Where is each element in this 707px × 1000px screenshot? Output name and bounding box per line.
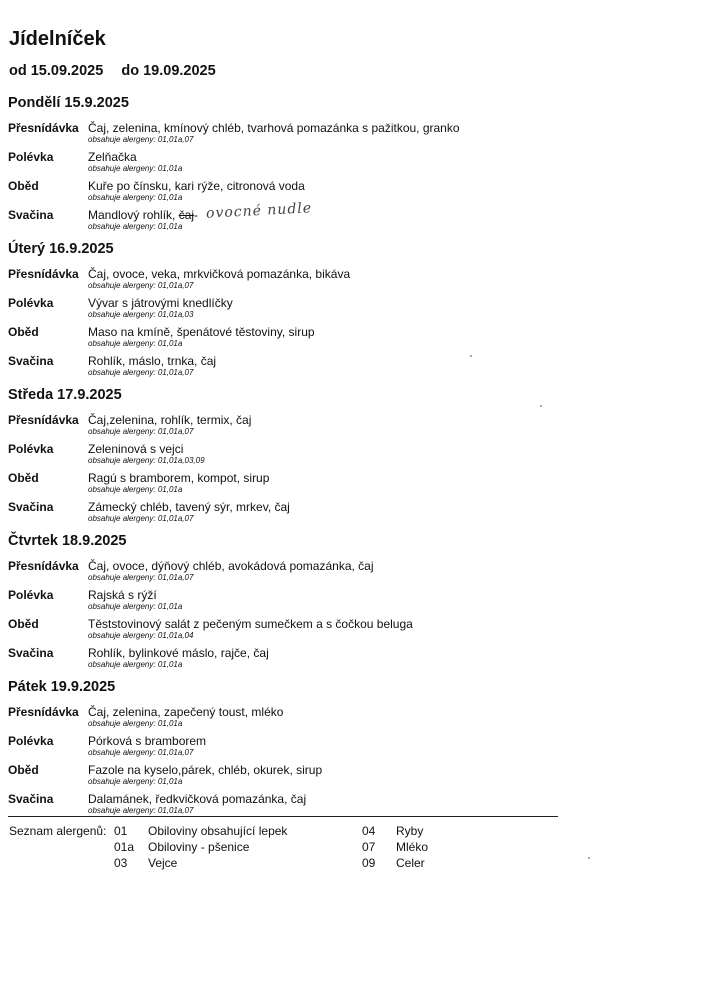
meal-description: Pórková s bramborem	[88, 734, 207, 748]
meal-description: Fazole na kyselo,párek, chléb, okurek, sirup	[88, 763, 323, 777]
day-section	[8, 533, 608, 675]
scan-speck	[588, 857, 590, 859]
meal-row	[8, 267, 608, 296]
day-section	[8, 679, 608, 821]
meal-row	[8, 413, 608, 442]
meal-label: Svačina	[8, 208, 54, 222]
meal-label: Oběd	[8, 325, 39, 339]
meal-allergens: obsahuje alergeny: 01,01a,03	[88, 310, 194, 319]
allergen-code: 04	[362, 824, 376, 838]
allergen-name: Mléko	[396, 840, 429, 854]
meal-description: Rohlík, máslo, trnka, čaj	[88, 354, 217, 368]
meal-row	[8, 325, 608, 354]
meal-label: Oběd	[8, 179, 39, 193]
meal-text	[88, 354, 216, 368]
meal-text	[88, 325, 315, 339]
legend-item	[114, 856, 177, 870]
meal-suffix: -	[194, 208, 199, 222]
allergen-code: 03	[114, 856, 128, 870]
meal-allergens: obsahuje alergeny: 01,01a,07	[88, 427, 194, 436]
meal-allergens: obsahuje alergeny: 01,01a,07	[88, 573, 194, 582]
date-to: do 19.09.2025	[121, 63, 216, 79]
meal-row	[8, 734, 608, 763]
meal-row	[8, 442, 608, 471]
allergen-name: Celer	[396, 856, 425, 870]
meal-label: Svačina	[8, 792, 54, 806]
meal-row	[8, 588, 608, 617]
meal-allergens: obsahuje alergeny: 01,01a	[88, 222, 183, 231]
meal-label: Oběd	[8, 471, 39, 485]
meal-label: Svačina	[8, 354, 54, 368]
meal-row	[8, 296, 608, 325]
meal-row	[8, 150, 608, 179]
allergen-name: Vejce	[148, 856, 178, 870]
meal-text	[88, 559, 374, 573]
legend-item	[362, 824, 423, 838]
meal-allergens: obsahuje alergeny: 01,01a,07	[88, 281, 194, 290]
meal-text	[88, 617, 413, 631]
allergen-name: Obiloviny obsahující lepek	[148, 824, 288, 838]
meal-row	[8, 121, 608, 150]
meal-text	[88, 150, 137, 164]
meal-text	[88, 208, 198, 222]
allergen-code: 01a	[114, 840, 135, 854]
meal-allergens: obsahuje alergeny: 01,01a	[88, 777, 183, 786]
meal-label: Svačina	[8, 500, 54, 514]
meal-description: Rohlík, bylinkové máslo, rajče, čaj	[88, 646, 269, 660]
meal-text	[88, 471, 269, 485]
meal-allergens: obsahuje alergeny: 01,01a,07	[88, 135, 194, 144]
day-heading: Pondělí 15.9.2025	[8, 95, 129, 111]
meal-label: Přesnídávka	[8, 559, 79, 573]
meal-description: Dalamánek, ředkvičková pomazánka, čaj	[88, 792, 307, 806]
date-range	[9, 63, 216, 79]
meal-description: Těststovinový salát z pečeným sumečkem a s čočkou beluga	[88, 617, 413, 631]
meal-allergens: obsahuje alergeny: 01,01a,03,09	[88, 456, 205, 465]
meal-description: Vývar s játrovými knedlíčky	[88, 296, 233, 310]
meal-description: Čaj, zelenina, kmínový chléb, tvarhová pomazánka s pažitkou, granko	[88, 121, 460, 135]
meal-label: Svačina	[8, 646, 54, 660]
meal-label: Polévka	[8, 150, 54, 164]
legend-caption: Seznam alergenů:	[9, 824, 107, 838]
day-heading: Čtvrtek 18.9.2025	[8, 533, 127, 549]
day-heading: Úterý 16.9.2025	[8, 241, 114, 257]
meal-description: Zelňačka	[88, 150, 137, 164]
meal-description: Zámecký chléb, tavený sýr, mrkev, čaj	[88, 500, 290, 514]
meal-text	[88, 792, 306, 806]
meal-description: Ragú s bramborem, kompot, sirup	[88, 471, 270, 485]
meal-allergens: obsahuje alergeny: 01,01a,04	[88, 631, 194, 640]
meal-text	[88, 705, 283, 719]
allergen-code: 01	[114, 824, 128, 838]
meal-label: Polévka	[8, 588, 54, 602]
page-title: Jídelníček	[9, 28, 106, 50]
meal-allergens: obsahuje alergeny: 01,01a,07	[88, 368, 194, 377]
meal-label: Polévka	[8, 734, 54, 748]
meal-allergens: obsahuje alergeny: 01,01a	[88, 719, 183, 728]
meal-text	[88, 413, 251, 427]
handwritten-note: ovocné nudle	[205, 200, 313, 222]
meal-allergens: obsahuje alergeny: 01,01a,07	[88, 748, 194, 757]
meal-row	[8, 471, 608, 500]
meal-allergens: obsahuje alergeny: 01,01a,07	[88, 514, 194, 523]
day-section	[8, 387, 608, 529]
meal-row	[8, 354, 608, 383]
day-heading: Pátek 19.9.2025	[8, 679, 116, 695]
date-from: od 15.09.2025	[9, 63, 104, 79]
meal-description: Rajská s rýží	[88, 588, 157, 602]
meal-row	[8, 705, 608, 734]
meal-label: Polévka	[8, 296, 54, 310]
legend-item	[114, 824, 287, 838]
meal-label: Přesnídávka	[8, 705, 79, 719]
allergen-code: 07	[362, 840, 376, 854]
meal-row	[8, 500, 608, 529]
legend-item	[114, 840, 249, 854]
struck-item: čaj	[178, 208, 195, 222]
meal-allergens: obsahuje alergeny: 01,01a	[88, 485, 183, 494]
meal-description: Mandlový rohlík,	[88, 208, 179, 222]
meal-row	[8, 646, 608, 675]
scan-speck	[540, 405, 542, 407]
meal-description: Čaj, zelenina, zapečený toust, mléko	[88, 705, 284, 719]
meal-text	[88, 734, 206, 748]
meal-allergens: obsahuje alergeny: 01,01a	[88, 193, 183, 202]
meal-allergens: obsahuje alergeny: 01,01a	[88, 339, 183, 348]
meal-description: Zeleninová s vejci	[88, 442, 184, 456]
meal-label: Polévka	[8, 442, 54, 456]
legend-divider	[8, 816, 558, 817]
legend-item	[362, 840, 428, 854]
meal-description: Čaj,zelenina, rohlík, termix, čaj	[88, 413, 252, 427]
scan-speck	[470, 355, 472, 357]
meal-row	[8, 763, 608, 792]
meal-allergens: obsahuje alergeny: 01,01a,07	[88, 806, 194, 815]
meal-description: Maso na kmíně, špenátové těstoviny, sirup	[88, 325, 315, 339]
meal-text	[88, 763, 322, 777]
allergen-code: 09	[362, 856, 376, 870]
meal-text	[88, 121, 460, 135]
meal-label: Oběd	[8, 763, 39, 777]
meal-allergens: obsahuje alergeny: 01,01a	[88, 660, 183, 669]
meal-text	[88, 646, 269, 660]
allergen-name: Ryby	[396, 824, 424, 838]
meal-label: Oběd	[8, 617, 39, 631]
meal-row	[8, 617, 608, 646]
meal-text	[88, 588, 157, 602]
legend-item	[362, 856, 425, 870]
day-section	[8, 241, 608, 383]
meal-label: Přesnídávka	[8, 267, 79, 281]
meal-description: Čaj, ovoce, veka, mrkvičková pomazánka, bikáva	[88, 267, 351, 281]
meal-description: Kuře po čínsku, kari rýže, citronová voda	[88, 179, 305, 193]
meal-label: Přesnídávka	[8, 413, 79, 427]
meal-text	[88, 500, 290, 514]
meal-allergens: obsahuje alergeny: 01,01a	[88, 602, 183, 611]
meal-text	[88, 179, 305, 193]
day-heading: Středa 17.9.2025	[8, 387, 122, 403]
meal-text	[88, 267, 350, 281]
meal-label: Přesnídávka	[8, 121, 79, 135]
meal-allergens: obsahuje alergeny: 01,01a	[88, 164, 183, 173]
meal-text	[88, 296, 233, 310]
allergen-name: Obiloviny - pšenice	[148, 840, 250, 854]
meal-text	[88, 442, 183, 456]
meal-description: Čaj, ovoce, dýňový chléb, avokádová pomazánka, čaj	[88, 559, 374, 573]
meal-row	[8, 559, 608, 588]
